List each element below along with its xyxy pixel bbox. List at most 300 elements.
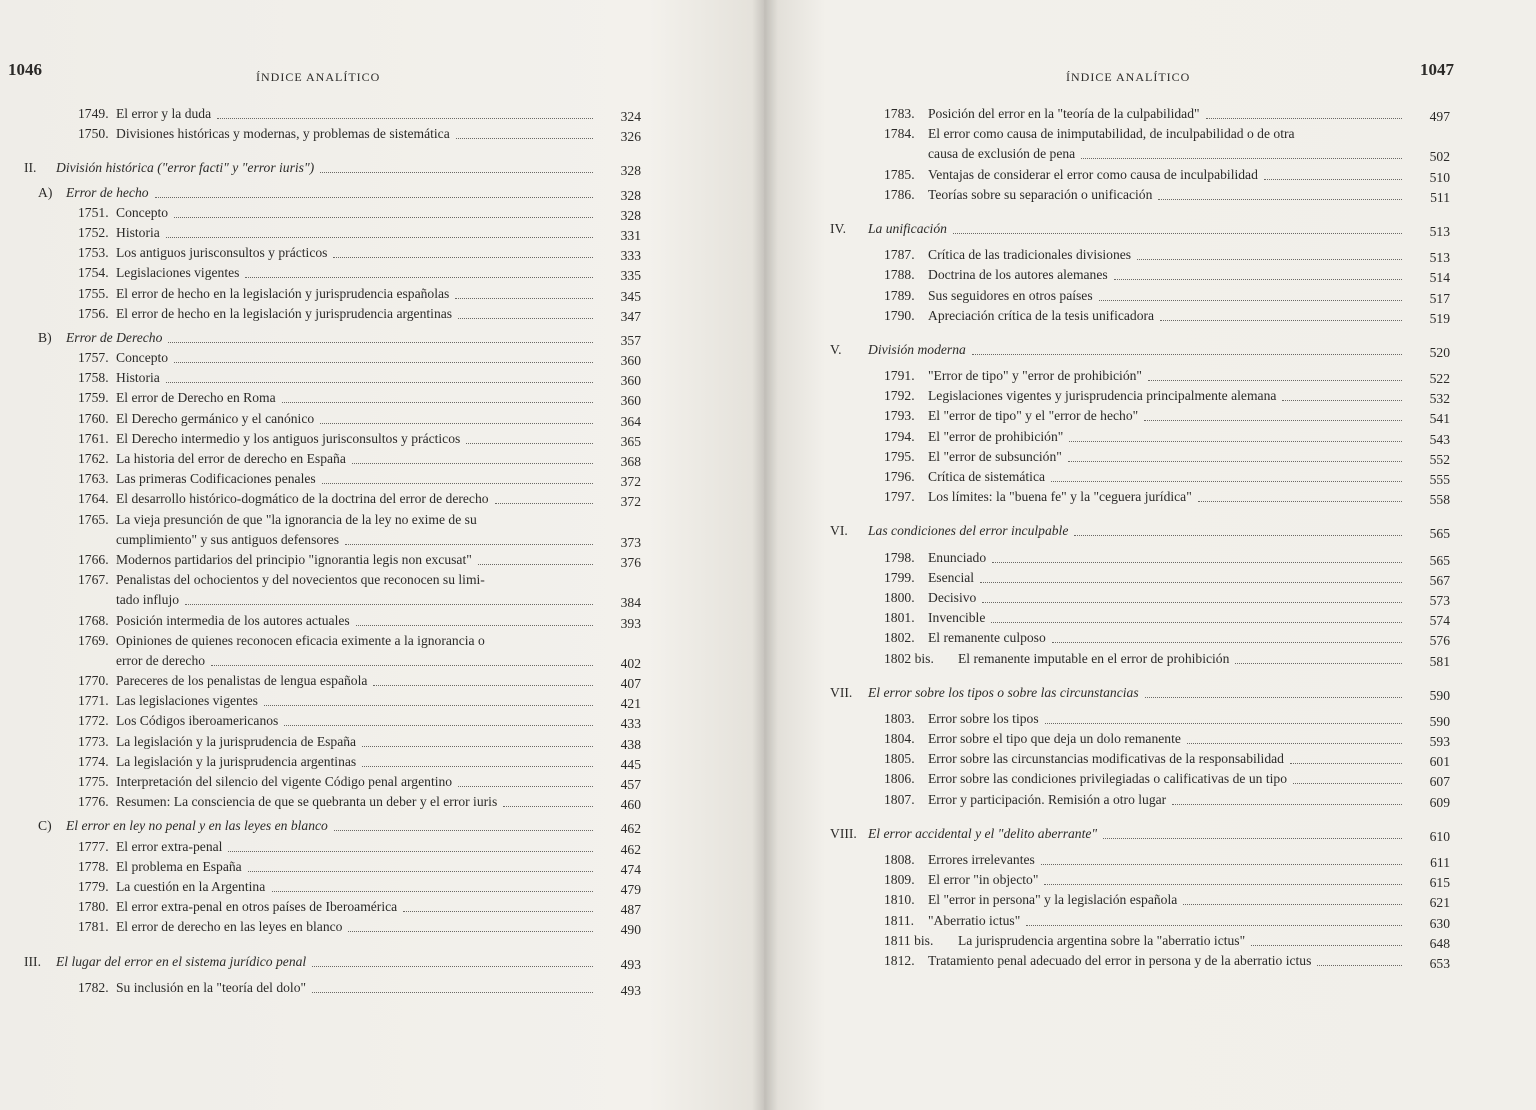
index-entry <box>18 671 658 691</box>
entry-title: Enunciado <box>928 549 987 565</box>
dot-leader <box>1145 697 1402 698</box>
index-entry-line <box>828 447 1464 467</box>
entry-number: 1789. <box>884 287 915 303</box>
index-entry <box>18 409 658 429</box>
entry-page-number: 555 <box>1429 472 1450 487</box>
entry-title-continuation: causa de exclusión de pena <box>928 146 1076 162</box>
entry-number: 1791. <box>884 368 915 384</box>
index-entry <box>18 429 658 449</box>
entry-page-number: 514 <box>1429 270 1450 286</box>
index-entry-line <box>828 769 1464 789</box>
index-entry-line <box>18 429 658 449</box>
entry-number: 1764. <box>78 491 109 507</box>
entry-page-number: 581 <box>1429 653 1450 669</box>
entry-number: 1776. <box>78 794 109 810</box>
entry-page-number: 479 <box>620 881 641 897</box>
dot-leader <box>345 544 593 545</box>
entry-title: Error sobre los tipos <box>928 710 1039 726</box>
entry-title: El error extra-penal <box>116 838 223 854</box>
entry-title: "Aberratio ictus" <box>928 912 1021 928</box>
entry-number: 1751. <box>78 204 109 220</box>
dot-leader <box>1103 838 1402 839</box>
index-entry <box>828 265 1464 285</box>
entry-title: El error en ley no penal y en las leyes en blanco <box>66 818 328 834</box>
index-entry <box>18 816 658 836</box>
index-entry-line <box>18 449 658 469</box>
entry-page-number: 490 <box>620 922 641 938</box>
entry-page-number: 601 <box>1429 754 1450 770</box>
entry-number: 1763. <box>78 471 109 487</box>
entry-title: Doctrina de los autores alemanes <box>928 267 1108 283</box>
dot-leader <box>1137 259 1402 260</box>
index-entry-line <box>828 568 1464 588</box>
entry-title: La jurisprudencia argentina sobre la "aberratio ictus" <box>958 932 1246 948</box>
entry-page-number: 520 <box>1429 344 1450 360</box>
index-entry <box>828 406 1464 426</box>
entry-title: Posición intermedia de los autores actuales <box>116 612 350 628</box>
index-entry <box>828 709 1464 729</box>
entry-number: 1754. <box>78 265 109 281</box>
entry-page-number: 331 <box>620 227 641 243</box>
dot-leader <box>1264 179 1402 180</box>
dot-leader <box>1251 945 1402 946</box>
dot-leader <box>466 443 593 444</box>
index-entry-line <box>18 223 658 243</box>
index-entry-line <box>18 952 658 972</box>
entry-title: Crítica de sistemática <box>928 469 1046 484</box>
index-entry <box>18 631 658 671</box>
dot-leader <box>228 851 593 852</box>
entry-title: El error como causa de inimputabilidad, de inculpabilidad o de otra <box>928 126 1295 142</box>
right-page-number: 1047 <box>1420 60 1454 79</box>
entry-number: 1811. <box>884 912 915 928</box>
entry-number: 1785. <box>884 166 915 182</box>
dot-leader <box>991 622 1402 623</box>
dot-leader <box>1206 118 1402 119</box>
entry-page-number: 365 <box>620 433 641 449</box>
entry-number: 1807. <box>884 791 915 807</box>
index-entry <box>18 124 658 144</box>
dot-leader <box>992 562 1402 563</box>
index-entry <box>828 890 1464 910</box>
index-entry-line <box>828 427 1464 447</box>
index-entry <box>828 427 1464 447</box>
entry-page-number: 372 <box>620 494 641 510</box>
dot-leader <box>455 298 593 299</box>
entry-title: La legislación y la jurisprudencia de España <box>116 733 357 749</box>
dot-leader <box>272 891 593 892</box>
index-entry <box>828 588 1464 608</box>
dot-leader <box>980 582 1402 583</box>
dot-leader <box>168 342 593 343</box>
index-entry <box>18 263 658 283</box>
entry-title: Teorías sobre su separación o unificación <box>928 186 1153 202</box>
index-entry-line <box>18 611 658 631</box>
entry-page-number: 326 <box>620 129 641 145</box>
index-entry-line <box>828 649 1464 669</box>
dot-leader <box>478 564 593 565</box>
entry-page-number: 373 <box>620 534 641 550</box>
entry-number: 1775. <box>78 774 109 789</box>
index-entry <box>828 649 1464 669</box>
index-entry <box>828 850 1464 870</box>
index-entry-line <box>828 890 1464 910</box>
index-entry <box>18 691 658 711</box>
entry-title: Modernos partidarios del principio "ignorantia legis non excusat" <box>116 551 472 567</box>
right-running-title: ÍNDICE ANALÍTICO <box>1066 70 1191 84</box>
entry-title: Error de Derecho <box>66 329 163 345</box>
entry-number: 1787. <box>884 247 915 263</box>
dot-leader <box>356 625 593 626</box>
index-entry-line <box>18 183 658 203</box>
entry-title: Los antiguos jurisconsultos y prácticos <box>116 245 328 261</box>
index-entry <box>828 931 1464 951</box>
index-entry <box>18 978 658 998</box>
index-entry-line <box>18 530 658 550</box>
entry-page-number: 541 <box>1429 411 1450 427</box>
dot-leader <box>953 233 1402 234</box>
index-entry-line <box>18 570 658 590</box>
entry-page-number: 474 <box>620 861 641 877</box>
entry-number: 1779. <box>78 878 109 894</box>
entry-title: Apreciación crítica de la tesis unificadora <box>928 307 1155 323</box>
entry-title: Penalistas del ochocientos y del novecientos que reconocen su limi- <box>116 572 485 588</box>
index-entry <box>18 368 658 388</box>
entry-number: 1758. <box>78 370 109 386</box>
entry-page-number: 402 <box>620 655 641 671</box>
index-entry-line <box>18 631 658 651</box>
index-entry-line <box>18 158 658 178</box>
entry-title: El error "in objecto" <box>928 872 1039 888</box>
entry-page-number: 333 <box>620 248 641 264</box>
index-entry-line <box>828 406 1464 426</box>
index-entry <box>828 870 1464 890</box>
entry-title: El Derecho intermedio y los antiguos jurisconsultos y prácticos <box>116 430 461 446</box>
index-entry <box>18 158 658 178</box>
index-entry-line <box>828 850 1464 870</box>
entry-page-number: 522 <box>1429 371 1450 387</box>
index-entry <box>828 286 1464 306</box>
index-entry <box>18 489 658 509</box>
index-entry-line <box>828 931 1464 951</box>
entry-title-continuation: cumplimiento" y sus antiguos defensores <box>116 531 340 547</box>
entry-page-number: 493 <box>620 982 641 998</box>
entry-number: 1750. <box>78 126 109 142</box>
entry-number: 1755. <box>78 285 109 301</box>
dot-leader <box>248 871 593 872</box>
entry-title: Las primeras Codificaciones penales <box>116 471 316 487</box>
dot-leader <box>362 746 593 747</box>
entry-number: 1757. <box>78 350 109 366</box>
entry-page-number: 510 <box>1429 169 1450 185</box>
entry-number: 1766. <box>78 551 109 567</box>
dot-leader <box>1026 925 1402 926</box>
index-entry-line <box>828 219 1464 239</box>
index-entry <box>828 447 1464 467</box>
entry-number: 1778. <box>78 858 109 874</box>
index-entry-line <box>18 203 658 223</box>
index-entry <box>828 521 1464 541</box>
entry-page-number: 328 <box>620 207 641 223</box>
entry-page-number: 347 <box>620 308 641 324</box>
index-entry <box>18 469 658 489</box>
index-entry <box>18 183 658 203</box>
index-entry <box>828 568 1464 588</box>
entry-title: El Derecho germánico y el canónico <box>116 410 315 426</box>
entry-number: 1760. <box>78 410 109 426</box>
index-entry-line <box>18 263 658 283</box>
index-entry-line <box>828 386 1464 406</box>
index-entry <box>18 304 658 324</box>
entry-number: 1804. <box>884 731 915 747</box>
index-entry-line <box>18 243 658 263</box>
entry-page-number: 630 <box>1429 915 1450 931</box>
entry-page-number: 590 <box>1429 687 1450 703</box>
entry-number: 1765. <box>78 511 109 527</box>
index-entry <box>18 711 658 731</box>
index-entry-line <box>18 304 658 324</box>
index-entry-line <box>828 608 1464 628</box>
index-entry <box>18 752 658 772</box>
index-entry-line <box>18 857 658 877</box>
index-entry-line <box>828 911 1464 931</box>
entry-page-number: 364 <box>620 413 641 429</box>
index-entry <box>828 951 1464 971</box>
index-entry-line <box>18 104 658 124</box>
entry-title: Historia <box>116 370 160 386</box>
entry-number: 1811 bis. <box>884 932 934 948</box>
entry-number: C) <box>38 818 52 834</box>
dot-leader <box>982 602 1402 603</box>
entry-number: 1810. <box>884 892 915 908</box>
entry-title: El "error in persona" y la legislación española <box>928 892 1178 908</box>
entry-page-number: 324 <box>620 109 641 124</box>
entry-title: El error accidental y el "delito aberrante" <box>868 825 1098 841</box>
entry-title: Error y participación. Remisión a otro lugar <box>928 791 1167 807</box>
entry-number: 1812. <box>884 952 915 968</box>
dot-leader <box>155 197 593 198</box>
index-entry-line <box>18 877 658 897</box>
entry-title: Concepto <box>116 204 169 220</box>
index-entry-line <box>828 824 1464 844</box>
entry-title: El error de hecho en la legislación y jurisprudencia españolas <box>116 285 450 301</box>
entry-number: 1769. <box>78 632 109 648</box>
entry-page-number: 615 <box>1429 875 1450 891</box>
entry-page-number: 376 <box>620 554 641 570</box>
entry-number: 1795. <box>884 448 915 464</box>
right-index-list <box>828 104 1464 971</box>
index-entry-line <box>18 752 658 772</box>
index-entry-line <box>828 467 1464 487</box>
index-entry <box>828 824 1464 844</box>
index-entry <box>18 284 658 304</box>
entry-number: 1803. <box>884 710 915 726</box>
entry-title: Las condiciones del error inculpable <box>868 523 1069 539</box>
index-entry-line <box>18 489 658 509</box>
dot-leader <box>1290 763 1402 764</box>
index-entry <box>828 185 1464 205</box>
entry-number: 1773. <box>78 733 109 749</box>
entry-number: 1799. <box>884 569 915 585</box>
index-entry-line <box>18 348 658 368</box>
index-entry <box>828 608 1464 628</box>
entry-title: Los Códigos iberoamericanos <box>116 713 279 729</box>
dot-leader <box>373 685 593 686</box>
index-entry-line <box>18 469 658 489</box>
index-entry-line <box>828 165 1464 185</box>
dot-leader <box>217 118 593 119</box>
entry-page-number: 421 <box>620 696 641 712</box>
index-entry <box>18 877 658 897</box>
index-entry-line <box>18 671 658 691</box>
index-entry <box>18 611 658 631</box>
entry-number: 1806. <box>884 771 915 787</box>
index-entry-line <box>18 837 658 857</box>
entry-number: 1794. <box>884 428 915 444</box>
index-entry <box>18 570 658 610</box>
dot-leader <box>1148 380 1402 381</box>
entry-title: El "error de tipo" y el "error de hecho" <box>928 408 1139 424</box>
dot-leader <box>503 806 593 807</box>
entry-title: El error extra-penal en otros países de Iberoamérica <box>116 899 398 915</box>
entry-number: 1783. <box>884 106 915 121</box>
dot-leader <box>1051 481 1402 482</box>
index-entry <box>828 548 1464 568</box>
index-entry-line <box>18 917 658 937</box>
entry-title: El error y la duda <box>116 106 212 121</box>
entry-number: 1793. <box>884 408 915 424</box>
entry-title: El error de hecho en la legislación y jurisprudencia argentinas <box>116 305 453 321</box>
entry-page-number: 511 <box>1430 189 1450 205</box>
entry-number: 1782. <box>78 979 109 995</box>
index-entry-line <box>828 951 1464 971</box>
entry-title: Crítica de las tradicionales divisiones <box>928 247 1132 263</box>
entry-page-number: 519 <box>1429 310 1450 326</box>
index-entry <box>828 219 1464 239</box>
index-entry-line <box>18 978 658 998</box>
entry-page-number: 328 <box>620 187 641 203</box>
dot-leader <box>1041 864 1402 865</box>
index-entry-line <box>828 185 1464 205</box>
entry-page-number: 565 <box>1429 552 1450 568</box>
entry-number: 1796. <box>884 469 915 484</box>
index-entry-line <box>18 590 658 610</box>
index-entry-line <box>828 709 1464 729</box>
entry-page-number: 345 <box>620 288 641 304</box>
book-gutter <box>752 0 778 1110</box>
entry-title: El desarrollo histórico-dogmático de la doctrina del error de derecho <box>116 491 489 507</box>
entry-page-number: 590 <box>1429 713 1450 729</box>
index-entry-line <box>18 328 658 348</box>
dot-leader <box>1160 320 1402 321</box>
entry-page-number: 593 <box>1429 734 1450 750</box>
dot-leader <box>458 786 593 787</box>
entry-page-number: 502 <box>1429 149 1450 165</box>
index-entry-line <box>828 124 1464 144</box>
dot-leader <box>1235 663 1402 664</box>
index-entry <box>828 165 1464 185</box>
index-entry <box>18 223 658 243</box>
entry-number: 1809. <box>884 872 915 888</box>
entry-title: Los límites: la "buena fe" y la "ceguera jurídica" <box>928 489 1192 505</box>
dot-leader <box>495 503 593 504</box>
dot-leader <box>1045 723 1402 724</box>
entry-title: División moderna <box>868 341 966 357</box>
index-entry-line <box>18 691 658 711</box>
entry-number: III. <box>24 953 41 969</box>
entry-number: 1771. <box>78 693 109 709</box>
entry-number: 1802 bis. <box>884 650 934 666</box>
index-entry-line <box>18 897 658 917</box>
index-entry-line <box>18 510 658 530</box>
entry-page-number: 573 <box>1429 592 1450 608</box>
dot-leader <box>1183 904 1402 905</box>
entry-title: El remanente culposo <box>928 630 1046 646</box>
entry-page-number: 445 <box>620 756 641 772</box>
entry-title: Su inclusión en la "teoría del dolo" <box>116 979 307 995</box>
dot-leader <box>1293 783 1402 784</box>
entry-page-number: 607 <box>1429 774 1450 790</box>
entry-title: Ventajas de considerar el error como causa de inculpabilidad <box>928 166 1258 182</box>
entry-title-continuation: tado influjo <box>116 592 180 608</box>
index-entry-line <box>828 104 1464 124</box>
index-entry <box>828 749 1464 769</box>
index-entry <box>828 911 1464 931</box>
dot-leader <box>1044 884 1402 885</box>
index-entry-line <box>18 388 658 408</box>
index-entry <box>18 328 658 348</box>
entry-title: Error sobre el tipo que deja un dolo remanente <box>928 731 1181 747</box>
entry-title: El "error de prohibición" <box>928 428 1064 444</box>
index-entry-line <box>828 683 1464 703</box>
entry-title: Divisiones históricas y modernas, y problemas de sistemática <box>116 126 450 142</box>
dot-leader <box>1081 158 1402 159</box>
entry-title: La cuestión en la Argentina <box>116 878 266 894</box>
entry-title: División histórica ("error facti" y "error iuris") <box>56 160 315 176</box>
entry-page-number: 621 <box>1429 895 1450 911</box>
entry-title: Opiniones de quienes reconocen eficacia eximente a la ignorancia o <box>116 632 485 648</box>
index-entry-line <box>828 487 1464 507</box>
index-entry-line <box>18 816 658 836</box>
index-entry <box>18 732 658 752</box>
dot-leader <box>333 257 593 258</box>
entry-title: Errores irrelevantes <box>928 852 1035 867</box>
entry-title: El "error de subsunción" <box>928 448 1062 464</box>
index-entry-line <box>828 749 1464 769</box>
index-entry <box>828 729 1464 749</box>
entry-page-number: 517 <box>1429 290 1450 306</box>
entry-title: El error de derecho en las leyes en blanco <box>116 919 343 935</box>
entry-title: Historia <box>116 224 160 240</box>
index-entry <box>18 243 658 263</box>
index-entry-line <box>828 628 1464 648</box>
entry-number: 1749. <box>78 106 109 121</box>
index-entry <box>828 683 1464 703</box>
index-entry <box>18 897 658 917</box>
entry-number: II. <box>24 160 37 176</box>
index-entry-line <box>18 651 658 671</box>
entry-number: VII. <box>830 684 853 700</box>
index-entry-line <box>828 144 1464 164</box>
entry-number: 1770. <box>78 673 109 689</box>
dot-leader <box>334 830 593 831</box>
left-page <box>0 0 764 1110</box>
entry-title: El error de Derecho en Roma <box>116 390 276 406</box>
entry-page-number: 438 <box>620 736 641 752</box>
entry-page-number: 576 <box>1429 633 1450 649</box>
entry-title: "Error de tipo" y "error de prohibición" <box>928 368 1142 384</box>
index-entry-line <box>18 368 658 388</box>
